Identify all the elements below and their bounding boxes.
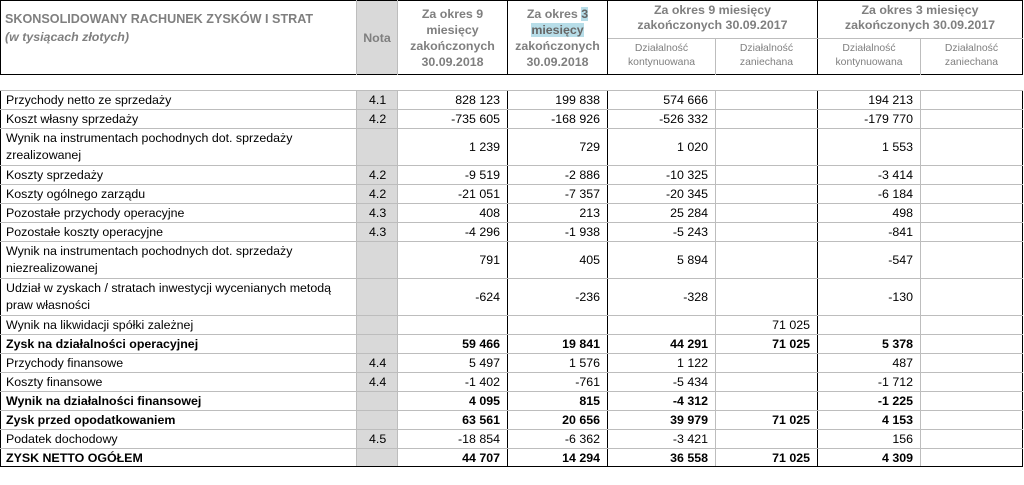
row-label: Wynik na instrumentach pochodnych dot. sprzedaży niezrealizowanej <box>1 242 357 279</box>
cell-9m-2018: 828 123 <box>398 91 508 110</box>
cell-9m-2017-continued: -526 332 <box>608 110 716 129</box>
row-nota <box>357 411 398 430</box>
cell-9m-2017-discontinued <box>716 242 818 279</box>
table-row <box>1 430 1023 449</box>
cell-3m-2017-continued: -130 <box>818 279 921 316</box>
cell-9m-2017-discontinued <box>716 430 818 449</box>
cell-3m-2017-continued: 194 213 <box>818 91 921 110</box>
cell-3m-2017-discontinued <box>921 411 1023 430</box>
row-label: Zysk przed opodatkowaniem <box>1 411 357 430</box>
row-nota <box>357 392 398 411</box>
cell-3m-2018: 213 <box>508 204 608 223</box>
cell-9m-2017-continued: -5 434 <box>608 373 716 392</box>
cell-3m-2017-discontinued <box>921 392 1023 411</box>
cell-3m-2017-continued: 156 <box>818 430 921 449</box>
cell-3m-2017-continued: 487 <box>818 354 921 373</box>
cell-9m-2017-discontinued <box>716 110 818 129</box>
cell-3m-2017-continued: 4 153 <box>818 411 921 430</box>
cell-3m-2018: 729 <box>508 129 608 166</box>
table-row <box>1 449 1023 467</box>
row-nota: 4.4 <box>357 373 398 392</box>
row-nota: 4.2 <box>357 110 398 129</box>
cell-3m-2017-discontinued <box>921 91 1023 110</box>
highlighted-text: miesięcy <box>531 22 584 37</box>
table-row <box>1 129 1023 166</box>
cell-9m-2017-discontinued <box>716 185 818 204</box>
cell-9m-2018: 791 <box>398 242 508 279</box>
cell-9m-2017-discontinued <box>716 354 818 373</box>
row-label: Koszty ogólnego zarządu <box>1 185 357 204</box>
row-nota: 4.4 <box>357 354 398 373</box>
cell-3m-2018: -6 362 <box>508 430 608 449</box>
row-label: Udział w zyskach / stratach inwestycji wycenianych metodą praw własności <box>1 279 357 316</box>
table-row <box>1 335 1023 354</box>
cell-3m-2018: -168 926 <box>508 110 608 129</box>
cell-3m-2018: 815 <box>508 392 608 411</box>
cell-9m-2017-discontinued: 71 025 <box>716 335 818 354</box>
row-label: ZYSK NETTO OGÓŁEM <box>1 449 357 467</box>
cell-3m-2018: 1 576 <box>508 354 608 373</box>
cell-3m-2017-discontinued <box>921 354 1023 373</box>
cell-9m-2017-continued: 574 666 <box>608 91 716 110</box>
cell-3m-2017-continued <box>818 316 921 335</box>
cell-3m-2018: -236 <box>508 279 608 316</box>
cell-9m-2018: 44 707 <box>398 449 508 467</box>
cell-9m-2018: -4 296 <box>398 223 508 242</box>
cell-9m-2017-continued <box>608 316 716 335</box>
cell-3m-2018: 19 841 <box>508 335 608 354</box>
cell-3m-2017-discontinued <box>921 242 1023 279</box>
cell-9m-2018: 59 466 <box>398 335 508 354</box>
cell-9m-2018: 5 497 <box>398 354 508 373</box>
cell-9m-2017-discontinued: 71 025 <box>716 316 818 335</box>
cell-9m-2017-discontinued <box>716 166 818 185</box>
highlighted-text: 3 <box>581 6 589 21</box>
cell-9m-2018: 1 239 <box>398 129 508 166</box>
cell-3m-2017-discontinued <box>921 223 1023 242</box>
cell-3m-2017-continued: 1 553 <box>818 129 921 166</box>
cell-3m-2018: -1 938 <box>508 223 608 242</box>
subheader-continued-9m: Działalność kontynuowana <box>608 39 716 75</box>
cell-9m-2017-discontinued <box>716 91 818 110</box>
cell-3m-2017-discontinued <box>921 129 1023 166</box>
row-nota: 4.2 <box>357 166 398 185</box>
table-row <box>1 223 1023 242</box>
cell-9m-2017-continued: -328 <box>608 279 716 316</box>
cell-9m-2018: -1 402 <box>398 373 508 392</box>
row-label: Koszty finansowe <box>1 373 357 392</box>
cell-9m-2017-continued: 5 894 <box>608 242 716 279</box>
cell-3m-2017-discontinued <box>921 166 1023 185</box>
cell-9m-2017-continued: 25 284 <box>608 204 716 223</box>
cell-3m-2017-continued: -1 225 <box>818 392 921 411</box>
table-row <box>1 91 1023 110</box>
cell-9m-2017-continued: 1 020 <box>608 129 716 166</box>
row-label: Przychody netto ze sprzedaży <box>1 91 357 110</box>
cell-9m-2017-continued: 44 291 <box>608 335 716 354</box>
cell-3m-2017-discontinued <box>921 373 1023 392</box>
row-label: Podatek dochodowy <box>1 430 357 449</box>
row-nota <box>357 335 398 354</box>
table-row <box>1 166 1023 185</box>
cell-9m-2018: -735 605 <box>398 110 508 129</box>
nota-header: Nota <box>357 1 398 75</box>
row-nota: 4.3 <box>357 223 398 242</box>
cell-3m-2017-discontinued <box>921 430 1023 449</box>
cell-3m-2017-discontinued <box>921 335 1023 354</box>
cell-3m-2018: -761 <box>508 373 608 392</box>
statement-title: SKONSOLIDOWANY RACHUNEK ZYSKÓW I STRAT (w tysiącach złotych) <box>1 1 357 75</box>
col-header-3m-2017: Za okres 3 miesięcy zakończonych 30.09.2017 <box>818 1 1023 39</box>
subheader-continued-3m: Działalność kontynuowana <box>818 39 921 75</box>
table-row <box>1 185 1023 204</box>
cell-3m-2018: 14 294 <box>508 449 608 467</box>
row-nota <box>357 449 398 467</box>
row-label: Wynik na instrumentach pochodnych dot. sprzedaży zrealizowanej <box>1 129 357 166</box>
row-nota: 4.5 <box>357 430 398 449</box>
cell-9m-2017-continued: 39 979 <box>608 411 716 430</box>
table-row <box>1 242 1023 279</box>
subheader-discontinued-3m: Działalność zaniechana <box>921 39 1023 75</box>
cell-3m-2017-discontinued <box>921 449 1023 467</box>
cell-9m-2017-discontinued <box>716 223 818 242</box>
row-nota <box>357 129 398 166</box>
row-nota <box>357 279 398 316</box>
row-nota: 4.1 <box>357 91 398 110</box>
cell-9m-2017-continued: -5 243 <box>608 223 716 242</box>
cell-3m-2018 <box>508 316 608 335</box>
row-nota <box>357 242 398 279</box>
cell-9m-2017-discontinued <box>716 129 818 166</box>
cell-3m-2017-continued: -1 712 <box>818 373 921 392</box>
statement-unit: (w tysiącach złotych) <box>5 30 129 44</box>
table-row <box>1 110 1023 129</box>
cell-9m-2017-continued: 36 558 <box>608 449 716 467</box>
cell-9m-2017-discontinued <box>716 204 818 223</box>
table-row <box>1 373 1023 392</box>
cell-9m-2017-discontinued: 71 025 <box>716 411 818 430</box>
row-nota: 4.2 <box>357 185 398 204</box>
col-header-9m-2017: Za okres 9 miesięcy zakończonych 30.09.2017 <box>608 1 818 39</box>
cell-3m-2018: 405 <box>508 242 608 279</box>
cell-3m-2017-continued: 4 309 <box>818 449 921 467</box>
cell-9m-2018 <box>398 316 508 335</box>
cell-3m-2018: 20 656 <box>508 411 608 430</box>
cell-3m-2017-continued: 5 378 <box>818 335 921 354</box>
cell-9m-2018: 4 095 <box>398 392 508 411</box>
cell-3m-2018: -2 886 <box>508 166 608 185</box>
cell-9m-2018: -9 519 <box>398 166 508 185</box>
table-row <box>1 354 1023 373</box>
row-label: Wynik na likwidacji spółki zależnej <box>1 316 357 335</box>
cell-9m-2018: -624 <box>398 279 508 316</box>
row-label: Przychody finansowe <box>1 354 357 373</box>
cell-3m-2017-discontinued <box>921 110 1023 129</box>
cell-3m-2017-continued: -841 <box>818 223 921 242</box>
cell-9m-2018: -18 854 <box>398 430 508 449</box>
row-nota: 4.3 <box>357 204 398 223</box>
cell-9m-2017-discontinued <box>716 392 818 411</box>
row-nota <box>357 316 398 335</box>
cell-9m-2017-continued: -4 312 <box>608 392 716 411</box>
cell-3m-2018: -7 357 <box>508 185 608 204</box>
subheader-discontinued-9m: Działalność zaniechana <box>716 39 818 75</box>
cell-3m-2018: 199 838 <box>508 91 608 110</box>
row-label: Zysk na działalności operacyjnej <box>1 335 357 354</box>
header-separator <box>1 75 1023 91</box>
row-label: Wynik na działalności finansowej <box>1 392 357 411</box>
col-header-3m-2018: Za okres 3 miesięcy zakończonych 30.09.2018 <box>508 1 608 75</box>
table-row <box>1 411 1023 430</box>
cell-9m-2018: 63 561 <box>398 411 508 430</box>
table-row <box>1 392 1023 411</box>
cell-3m-2017-continued: -179 770 <box>818 110 921 129</box>
cell-3m-2017-discontinued <box>921 316 1023 335</box>
cell-9m-2018: -21 051 <box>398 185 508 204</box>
cell-3m-2017-continued: 498 <box>818 204 921 223</box>
cell-3m-2017-discontinued <box>921 204 1023 223</box>
table-row <box>1 279 1023 316</box>
cell-9m-2017-discontinued <box>716 279 818 316</box>
cell-9m-2018: 408 <box>398 204 508 223</box>
cell-9m-2017-continued: 1 122 <box>608 354 716 373</box>
row-label: Pozostałe przychody operacyjne <box>1 204 357 223</box>
row-label: Pozostałe koszty operacyjne <box>1 223 357 242</box>
table-row <box>1 204 1023 223</box>
cell-9m-2017-continued: -10 325 <box>608 166 716 185</box>
cell-9m-2017-continued: -20 345 <box>608 185 716 204</box>
cell-9m-2017-discontinued: 71 025 <box>716 449 818 467</box>
cell-3m-2017-discontinued <box>921 185 1023 204</box>
cell-3m-2017-discontinued <box>921 279 1023 316</box>
table-row <box>1 316 1023 335</box>
cell-3m-2017-continued: -6 184 <box>818 185 921 204</box>
cell-3m-2017-continued: -3 414 <box>818 166 921 185</box>
cell-9m-2017-continued: -3 421 <box>608 430 716 449</box>
cell-3m-2017-continued: -547 <box>818 242 921 279</box>
cell-9m-2017-discontinued <box>716 373 818 392</box>
col-header-9m-2018: Za okres 9 miesięcy zakończonych 30.09.2018 <box>398 1 508 75</box>
row-label: Koszty sprzedaży <box>1 166 357 185</box>
row-label: Koszt własny sprzedaży <box>1 110 357 129</box>
